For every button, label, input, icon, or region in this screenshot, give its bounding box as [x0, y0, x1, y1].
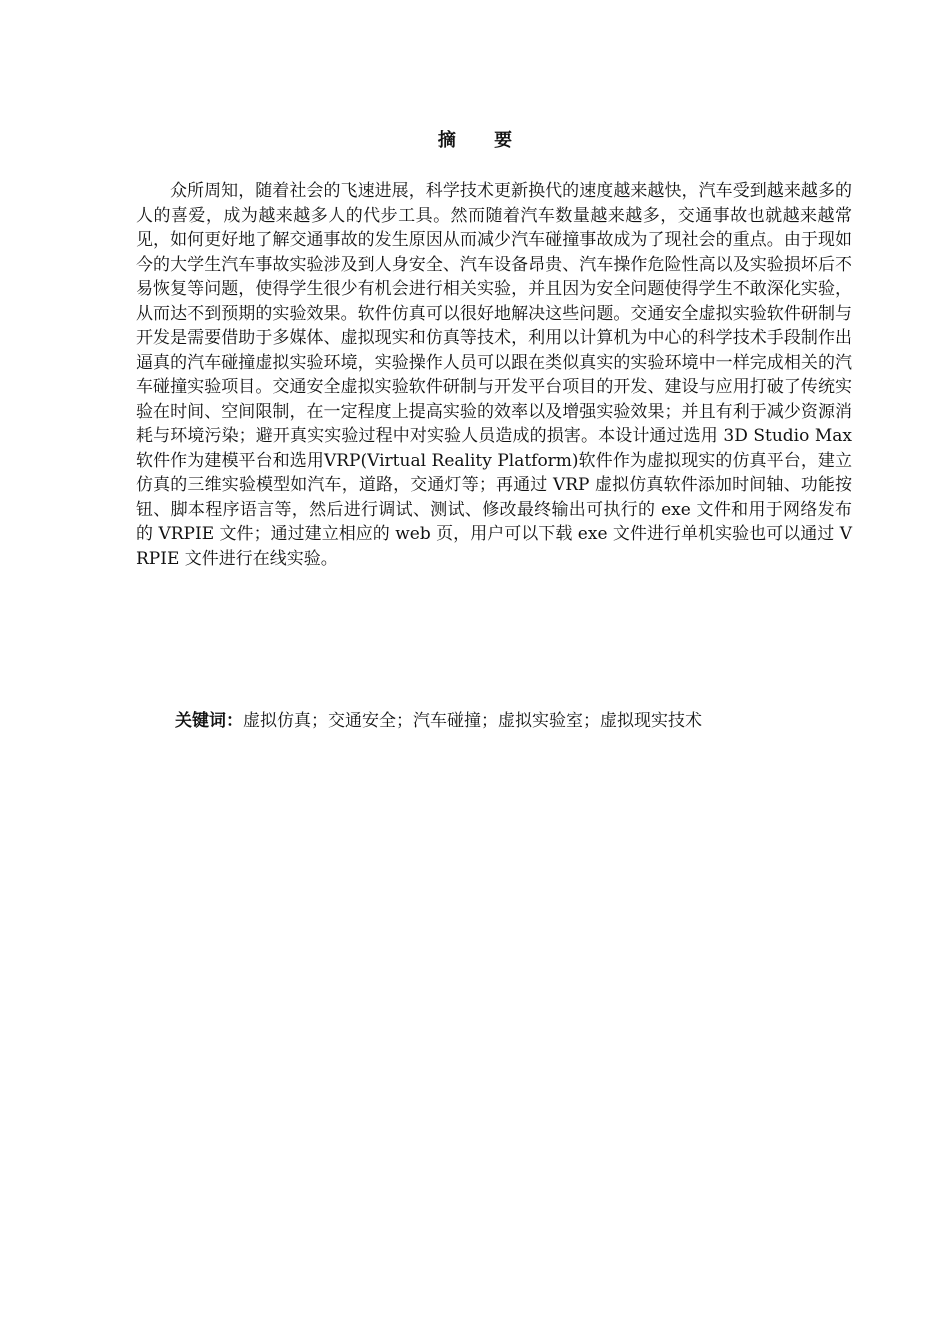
abstract-body: 众所周知，随着社会的飞速进展，科学技术更新换代的速度越来越快，汽车受到越来越多的人的喜爱，成为越来越多人的代步工具。然而随着汽车数量越来越多，交通事故也就越来越常见，如何更好地了解交通事故的发生原因从而减少汽车碰撞事故成为了现社会的重点。由于现如今的大学生汽车事故实验涉及到人身安全、汽车设备昂贵、汽车操作危险性高以及实验损坏后不易恢复等问题，使得学生很少有机会进行相关实验，并且因为安全问题使得学生不敢深化实验，从而达不到预期的实验效果。软件仿真可以很好地解决这些问题。交通安全虚拟实验软件研制与开发是需要借助于多媒体、虚拟现实和仿真等技术，利用以计算机为中心的科学技术手段制作出逼真的汽车碰撞虚拟实验环境，实验操作人员可以跟在类似真实的实验环境中一样完成相关的汽车碰撞实验项目。交通安全虚拟实验软件研制与开发平台项目的开发、建设与应用打破了传统实验在时间、空间限制，在一定程度上提高实验的效率以及增强实验效果；并且有利于减少资源消耗与环境污染；避开真实实验过程中对实验人员造成的损害。本设计通过选用 3D Studio Max 软件作为建模平台和选用VRP(Virtual Reality Platform)软件作为虚拟现实的仿真平台，建立仿真的三维实验模型如汽车，道路，交通灯等；再通过 VRP 虚拟仿真软件添加时间轴、功能按钮、脚本程序语言等，然后进行调试、测试、修改最终输出可执行的 exe 文件和用于网络发布的 VRPIE 文件；通过建立相应的 web 页，用户可以下载 exe 文件进行单机实验也可以通过 VRPIE 文件进行在线实验。 [136, 181, 852, 569]
abstract-title: 摘 要 [437, 130, 529, 151]
keywords-text: 虚拟仿真；交通安全；汽车碰撞；虚拟实验室；虚拟现实技术 [243, 711, 702, 731]
keywords-label: 关键词： [175, 711, 243, 731]
keywords-line [175, 709, 702, 733]
